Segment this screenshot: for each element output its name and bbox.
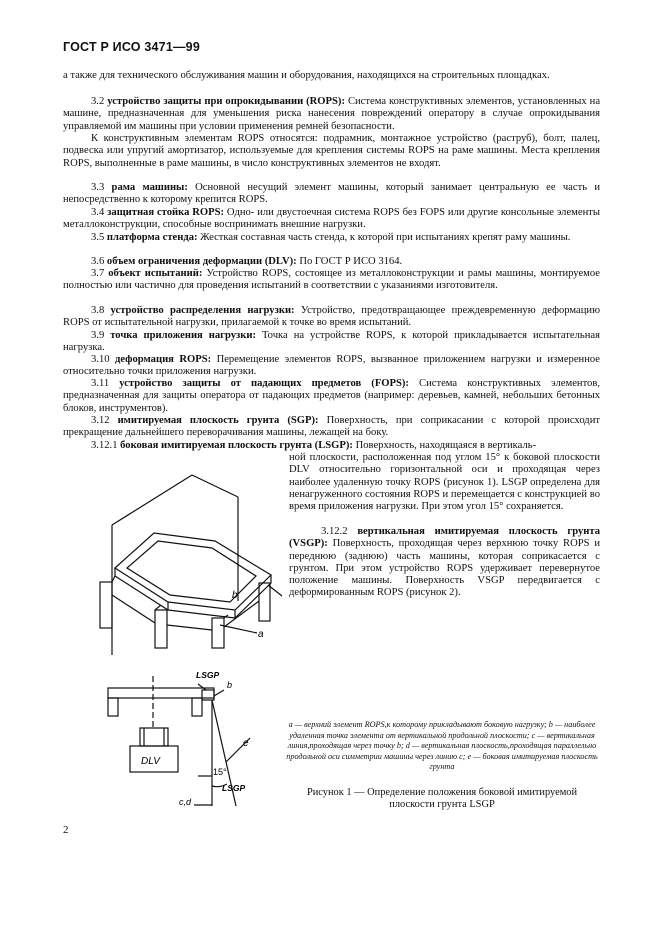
clause-text: Основной несущий элемент машины, который занимает центральную ее часть и непосредственно к которому крепится ROPS. bbox=[63, 182, 600, 206]
clause-term: деформация ROPS: bbox=[114, 354, 212, 365]
clause-term: устройство защиты при опрокидывании (ROPS): bbox=[107, 96, 345, 107]
paragraph-3-4 bbox=[63, 207, 600, 232]
label-b: b bbox=[232, 590, 238, 601]
clause-text: По ГОСТ Р ИСО 3164. bbox=[296, 256, 403, 267]
label-dlv: DLV bbox=[141, 756, 160, 767]
clause-text: Устройство ROPS, состоящее из металлоконструкции и рамы машины, монтируемое полностью или частично для проведения испытаний в соответствии с указаниями изготовителя. bbox=[63, 268, 600, 292]
label-a: a bbox=[258, 629, 264, 640]
clause-text: Жесткая составная часть стенда, к которой при испытаниях крепят раму машины. bbox=[197, 232, 571, 243]
clause-term: вертикальная имитируемая плоскость грунта (VSGP): bbox=[289, 526, 600, 550]
clause-term: объем ограничения деформации (DLV): bbox=[106, 256, 297, 267]
label-e: e bbox=[243, 738, 249, 749]
clause-number: 3.12.2 bbox=[321, 526, 348, 537]
clause-term: боковая имитируемая плоскость грунта (LSGP): bbox=[120, 440, 353, 451]
label-lsgp-bottom: LSGP bbox=[222, 783, 246, 793]
paragraph-text: ной плоскости, расположенная под углом 15° к боковой плоскости DLV относительно горизонтальной оси и проходящая через наиболее удаленную точку ROPS (рисунок 1). LSGP определена для ненагруженного состояния ROPS и перемещается с конструкцией во время приложения нагрузки. При этом угол 15° сохраняется. bbox=[289, 452, 600, 513]
paragraph-3-7 bbox=[63, 268, 600, 293]
paragraph-3-3 bbox=[63, 182, 600, 207]
clause-number: 3.8 bbox=[91, 305, 105, 316]
clause-number: 3.4 bbox=[91, 207, 105, 218]
clause-term: рама машины: bbox=[111, 182, 188, 193]
paragraph-text: К конструктивным элементам ROPS относятся: подрамник, монтажное устройство (раструб), болт, палец, подвеска или упругий амортизатор, используемые для крепления системы ROPS на раме машины. Места крепления ROPS, выполненные в раме машины, в число конструктивных элементов не входят. bbox=[63, 133, 600, 169]
rops-frame-drawing bbox=[60, 455, 285, 655]
paragraph-intro bbox=[63, 70, 600, 82]
paragraph-3-12-2 bbox=[289, 526, 600, 600]
clause-text: Система конструктивных элементов, предназначенная для защиты оператора от падающих предметов (например: деревьев, камней, небольших бетонных блоков, инструментов). bbox=[63, 378, 601, 414]
paragraph-3-2 bbox=[63, 96, 600, 133]
clause-term: устройство распределения нагрузки: bbox=[110, 305, 295, 316]
clause-text: Поверхность, при соприкасании с которой происходит прекращение дальнейшего переворачивания машины, лежащей на боку. bbox=[63, 415, 600, 439]
paragraph-3-12-1 bbox=[63, 440, 600, 452]
lsgp-schematic bbox=[100, 666, 260, 821]
label-cd: c,d bbox=[179, 797, 192, 807]
clause-term: устройство защиты от падающих предметов (FOPS): bbox=[119, 378, 409, 389]
clause-number: 3.2 bbox=[91, 96, 105, 107]
clause-text: Устройство, предотвращающее преждевременную деформацию ROPS от испытательной нагрузки, прилагаемой к точке во время испытаний. bbox=[63, 305, 601, 329]
paragraph-3-9 bbox=[63, 330, 600, 355]
clause-number: 3.10 bbox=[91, 354, 110, 365]
clause-term: объект испытаний: bbox=[108, 268, 203, 279]
clause-number: 3.6 bbox=[91, 256, 105, 267]
clause-number: 3.12 bbox=[91, 415, 110, 426]
paragraph-3-5 bbox=[63, 232, 600, 244]
clause-number: 3.7 bbox=[91, 268, 105, 279]
clause-number: 3.11 bbox=[91, 378, 110, 389]
clause-text: Поверхность, проходящая через верхнюю точку ROPS и переднюю (заднюю) часть машины, которая соприкасается с грунтом. При этом устройство ROPS удерживает перевернутое положение машины. Поверхность VSGP передвигается с деформированным ROPS (рисунок 2). bbox=[289, 538, 600, 599]
label-lsgp-top: LSGP bbox=[196, 670, 220, 680]
figure-legend: a — верхний элемент ROPS,к которому прикладывают боковую нагрузку; b — наиболее удаленная точка элемента от вертикальной продольной плоскости; c — вертикальная линия,проходящая через точку b; d — вертикальная плоскость,проходящая параллельно продольной оси симметрии машины через линию c; e — боковая имитируемая плоскость грунта bbox=[286, 720, 598, 772]
document-header: ГОСТ Р ИСО 3471—99 bbox=[63, 40, 200, 54]
paragraph-3-11 bbox=[63, 378, 600, 415]
clause-term: имитируемая плоскость грунта (SGP): bbox=[117, 415, 319, 426]
clause-number: 3.12.1 bbox=[91, 440, 118, 451]
clause-text: Поверхность, находящаяся в вертикаль- bbox=[352, 440, 537, 451]
clause-term: точка приложения нагрузки: bbox=[110, 330, 257, 341]
clause-number: 3.5 bbox=[91, 232, 105, 243]
label-angle: 15° bbox=[213, 767, 227, 777]
paragraph-3-12 bbox=[63, 415, 600, 440]
clause-number: 3.9 bbox=[91, 330, 105, 341]
clause-text: Одно- или двустоечная система ROPS без FOPS или другие консольные элементы металлоконструкции, способные воспринимать внешние нагрузки. bbox=[63, 207, 600, 231]
figure-caption: Рисунок 1 — Определение положения боковой имитируемой плоскости грунта LSGP bbox=[306, 787, 578, 810]
label-b-schematic: b bbox=[227, 680, 233, 690]
page-number: 2 bbox=[63, 824, 69, 836]
clause-text: Точка на устройстве ROPS, к которой прикладывается испытательная нагрузка. bbox=[63, 330, 600, 354]
clause-text: Система конструктивных элементов, установленных на машине, предназначенная для уменьшения риска нанесения повреждений оператору в случае опрокидывания управляемой им машины при условии применения ремней безопасности. bbox=[63, 96, 601, 132]
paragraph-text: а также для технического обслуживания машин и оборудования, находящихся на строительных площадках. bbox=[63, 70, 550, 81]
paragraph-3-12-1-continued bbox=[289, 452, 600, 513]
paragraph-3-8 bbox=[63, 305, 600, 330]
clause-term: защитная стойка ROPS: bbox=[107, 207, 225, 218]
paragraph-3-10 bbox=[63, 354, 600, 379]
paragraph-3-2-continued bbox=[63, 133, 600, 170]
clause-number: 3.3 bbox=[91, 182, 105, 193]
clause-text: Перемещение элементов ROPS, вызванное приложением нагрузки и измеренное относительно точки приложения нагрузки. bbox=[63, 354, 600, 378]
clause-term: платформа стенда: bbox=[106, 232, 198, 243]
paragraph-3-6 bbox=[63, 256, 600, 268]
